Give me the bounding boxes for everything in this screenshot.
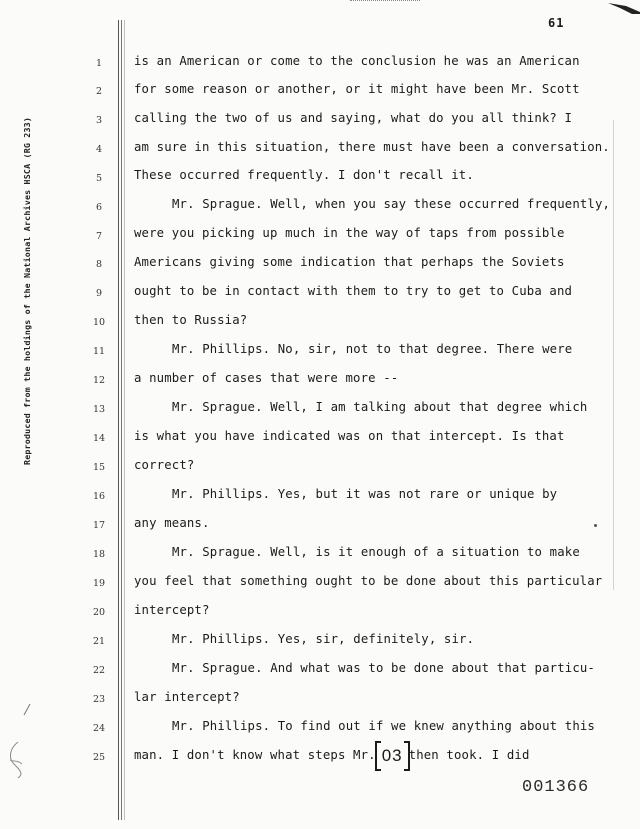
line-number: 13 [92,404,106,415]
line-number: 25 [92,752,106,763]
transcript-line: then to Russia? [134,313,248,327]
transcript-line: calling the two of us and saying, what do you all think? I [134,111,573,125]
margin-tick-mark [22,703,32,717]
line-number: 12 [92,375,106,386]
transcript-line: Americans giving some indication that perhaps the Soviets [134,255,565,269]
scan-speck [594,524,597,527]
transcript-line: you feel that something ought to be done about this particular [134,574,603,588]
transcript-line: Mr. Sprague. Well, I am talking about that degree which [172,400,588,414]
page-number: 61 [548,16,565,30]
left-margin-rule [118,20,119,820]
line-number: 7 [95,231,103,242]
document-id-number: 001366 [522,778,590,797]
line-number: 20 [92,607,106,618]
line-text-before-redaction: man. I don't know what steps Mr. [134,748,376,762]
line-number: 9 [95,288,103,299]
transcript-line: am sure in this situation, there must have been a conversation. [134,140,610,154]
line-number: 3 [95,115,103,126]
left-margin-rule-shadow [124,20,125,820]
top-edge-mark [350,0,420,4]
line-number: 24 [92,723,106,734]
corner-fold-mark [606,0,640,14]
transcript-line: a number of cases that were more -- [134,371,399,385]
redaction-bracket-label: 03 [377,748,408,763]
line-number: 17 [92,520,106,531]
left-margin-rule-inner [121,20,122,820]
margin-scribble-mark [4,740,30,780]
transcript-line-redacted [134,748,530,763]
line-number: 5 [95,173,103,184]
line-number: 8 [95,259,103,270]
transcript-line: for some reason or another, or it might have been Mr. Scott [134,82,580,96]
transcript-line: ought to be in contact with them to try to get to Cuba and [134,284,573,298]
transcript-line: Mr. Phillips. Yes, but it was not rare or unique by [172,487,558,501]
transcript-line: Mr. Sprague. Well, when you say these occurred frequently, [172,197,611,211]
line-number: 19 [92,578,106,589]
transcript-line: is an American or come to the conclusion he was an American [134,54,580,68]
line-number: 22 [92,665,106,676]
transcript-line: were you picking up much in the way of taps from possible [134,226,565,240]
transcript-line: correct? [134,458,195,472]
line-number: 10 [92,317,106,328]
line-number: 6 [95,202,103,213]
line-number: 11 [92,346,106,357]
line-number: 15 [92,462,106,473]
line-text-after-redaction: then took. I did [408,748,530,762]
line-number: 4 [95,144,103,155]
transcript-line: any means. [134,516,210,530]
line-number: 1 [95,58,103,69]
transcript-line: Mr. Phillips. Yes, sir, definitely, sir. [172,632,475,646]
transcript-line: Mr. Phillips. No, sir, not to that degree. There were [172,342,573,356]
line-number: 23 [92,694,106,705]
transcript-line: Mr. Sprague. And what was to be done about that particu- [172,661,595,675]
line-number: 18 [92,549,106,560]
transcript-line: These occurred frequently. I don't recall it. [134,168,474,182]
line-number: 16 [92,491,106,502]
archive-provenance-note: Reproduced from the holdings of the National Archives HSCA (RG 233) [22,116,32,465]
line-number: 14 [92,433,106,444]
line-number: 2 [95,86,103,97]
right-margin-rule [613,120,614,590]
transcript-line: Mr. Sprague. Well, is it enough of a situation to make [172,545,580,559]
transcript-line: Mr. Phillips. To find out if we knew anything about this [172,719,595,733]
transcript-line: intercept? [134,603,210,617]
transcript-line: is what you have indicated was on that intercept. Is that [134,429,565,443]
line-number: 21 [92,636,106,647]
transcript-line: lar intercept? [134,690,240,704]
